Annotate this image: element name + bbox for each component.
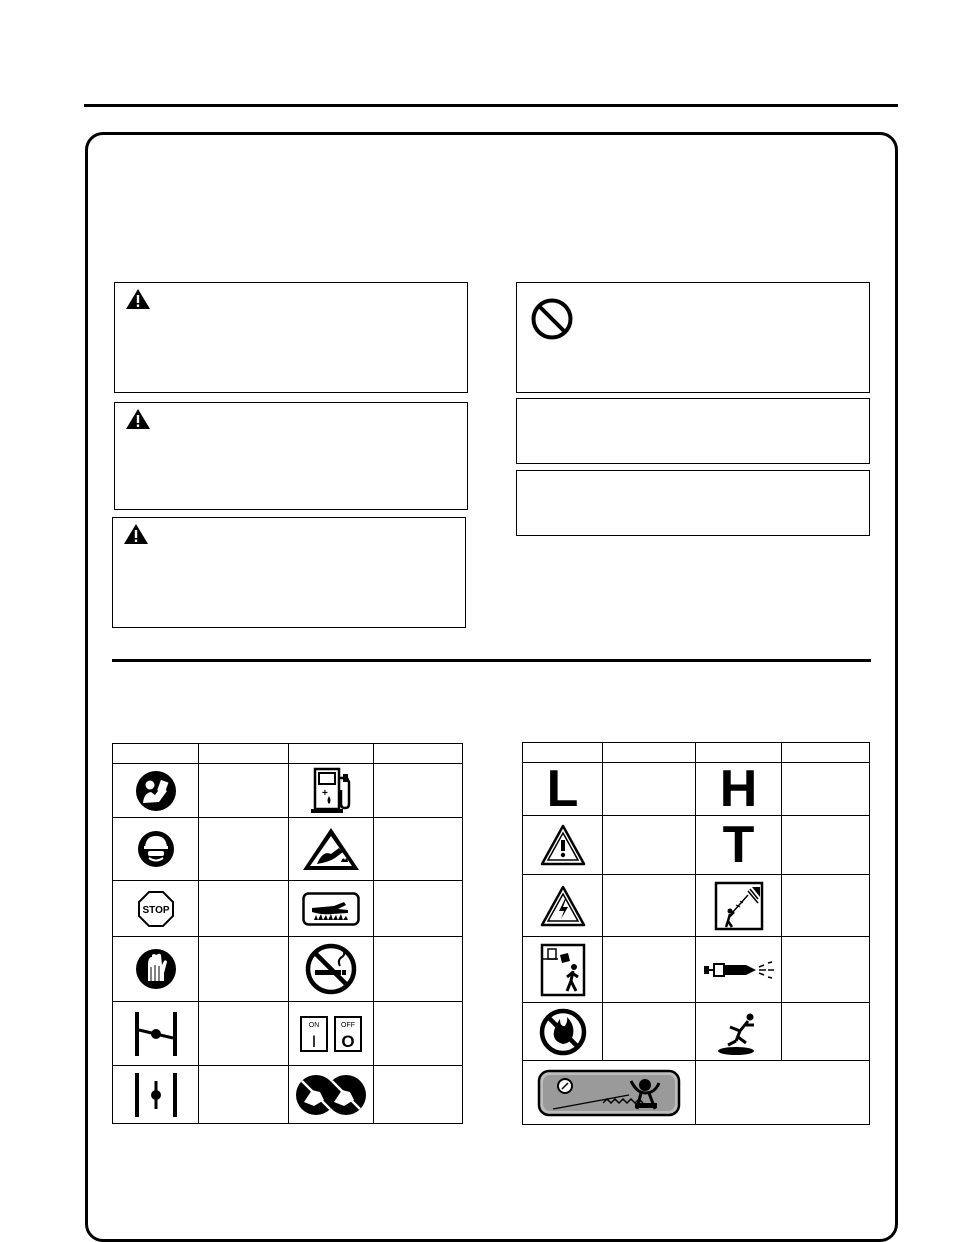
general-warning-icon	[523, 816, 603, 875]
table-row	[523, 1061, 870, 1125]
symbol-label	[603, 763, 696, 816]
no-open-flame-icon	[523, 1003, 603, 1061]
symbol-label	[374, 937, 463, 1002]
note-box-1	[516, 398, 870, 464]
symbol-label	[603, 816, 696, 875]
warning-box-3	[112, 517, 466, 628]
symbol-label	[199, 1002, 289, 1066]
warning-triangle-icon	[125, 288, 151, 310]
read-manual-icon	[113, 764, 199, 818]
hand-burn-icon	[289, 881, 374, 937]
on-off-switch-icon	[289, 1002, 374, 1066]
symbol-label	[374, 1002, 463, 1066]
letter-t-icon	[696, 816, 782, 875]
gloves-icon	[113, 937, 199, 1002]
section-rule	[112, 659, 871, 662]
symbol-label	[374, 818, 463, 881]
choke-closed-icon	[113, 1002, 199, 1066]
falling-object-icon	[523, 937, 603, 1003]
symbol-label	[782, 1003, 870, 1061]
prohibition-box	[516, 282, 870, 393]
slip-hazard-icon	[696, 1003, 782, 1061]
note-box-2	[516, 470, 870, 536]
no-hand-contact-icon	[289, 1066, 374, 1124]
table-row	[113, 937, 463, 1002]
table-row	[523, 763, 870, 816]
table-row	[523, 937, 870, 1003]
warning-triangle-icon	[123, 523, 149, 545]
symbol-label	[782, 763, 870, 816]
switch-on-symbol: I	[311, 1031, 317, 1051]
table-row	[113, 1002, 463, 1066]
symbol-label	[199, 818, 289, 881]
choke-open-icon	[113, 1066, 199, 1124]
table-row	[523, 875, 870, 937]
table-header-row	[113, 744, 463, 764]
symbol-label	[603, 1003, 696, 1061]
switch-off-symbol: O	[341, 1031, 355, 1051]
letter-h-icon	[696, 760, 782, 818]
switch-off-label: OFF	[341, 1021, 355, 1029]
prohibition-icon	[530, 297, 574, 341]
letter-t-text: T	[722, 816, 755, 874]
symbol-label	[782, 937, 870, 1003]
stop-sign-icon	[113, 881, 199, 937]
svg-text:+: +	[322, 787, 328, 799]
table-row	[113, 818, 463, 881]
helmet-protection-icon	[113, 818, 199, 881]
table-row	[523, 1003, 870, 1061]
electrical-hazard-icon	[523, 875, 603, 937]
symbol-label	[782, 875, 870, 937]
fuel-pump-icon	[289, 764, 374, 818]
table-row	[113, 764, 463, 818]
warning-box-1	[114, 282, 468, 393]
symbol-label	[374, 881, 463, 937]
symbol-label	[199, 764, 289, 818]
injection-hazard-icon	[696, 937, 782, 1003]
table-row	[113, 881, 463, 937]
symbol-label	[603, 937, 696, 1003]
header-rule	[84, 104, 898, 107]
table-row	[113, 1066, 463, 1124]
letter-h-text: H	[719, 760, 758, 818]
symbol-label	[782, 816, 870, 875]
safety-distance-decal-icon	[523, 1061, 696, 1125]
no-smoking-icon	[289, 937, 374, 1002]
table-row	[523, 816, 870, 875]
symbol-table-right	[522, 742, 870, 1125]
symbol-table-left	[112, 743, 463, 1124]
letter-l-icon	[523, 760, 603, 818]
hot-surface-warning-icon	[289, 818, 374, 881]
symbol-label	[374, 1066, 463, 1124]
stop-sign-label: STOP	[141, 904, 170, 916]
overhead-hazard-icon	[696, 875, 782, 937]
warning-box-2	[114, 402, 468, 510]
symbol-label	[696, 1061, 870, 1125]
warning-triangle-icon	[125, 408, 151, 430]
switch-on-label: ON	[308, 1021, 320, 1029]
symbol-label	[374, 764, 463, 818]
letter-l-text: L	[546, 760, 579, 818]
symbol-label	[199, 937, 289, 1002]
symbol-label	[199, 1066, 289, 1124]
symbol-label	[603, 875, 696, 937]
symbol-label	[199, 881, 289, 937]
